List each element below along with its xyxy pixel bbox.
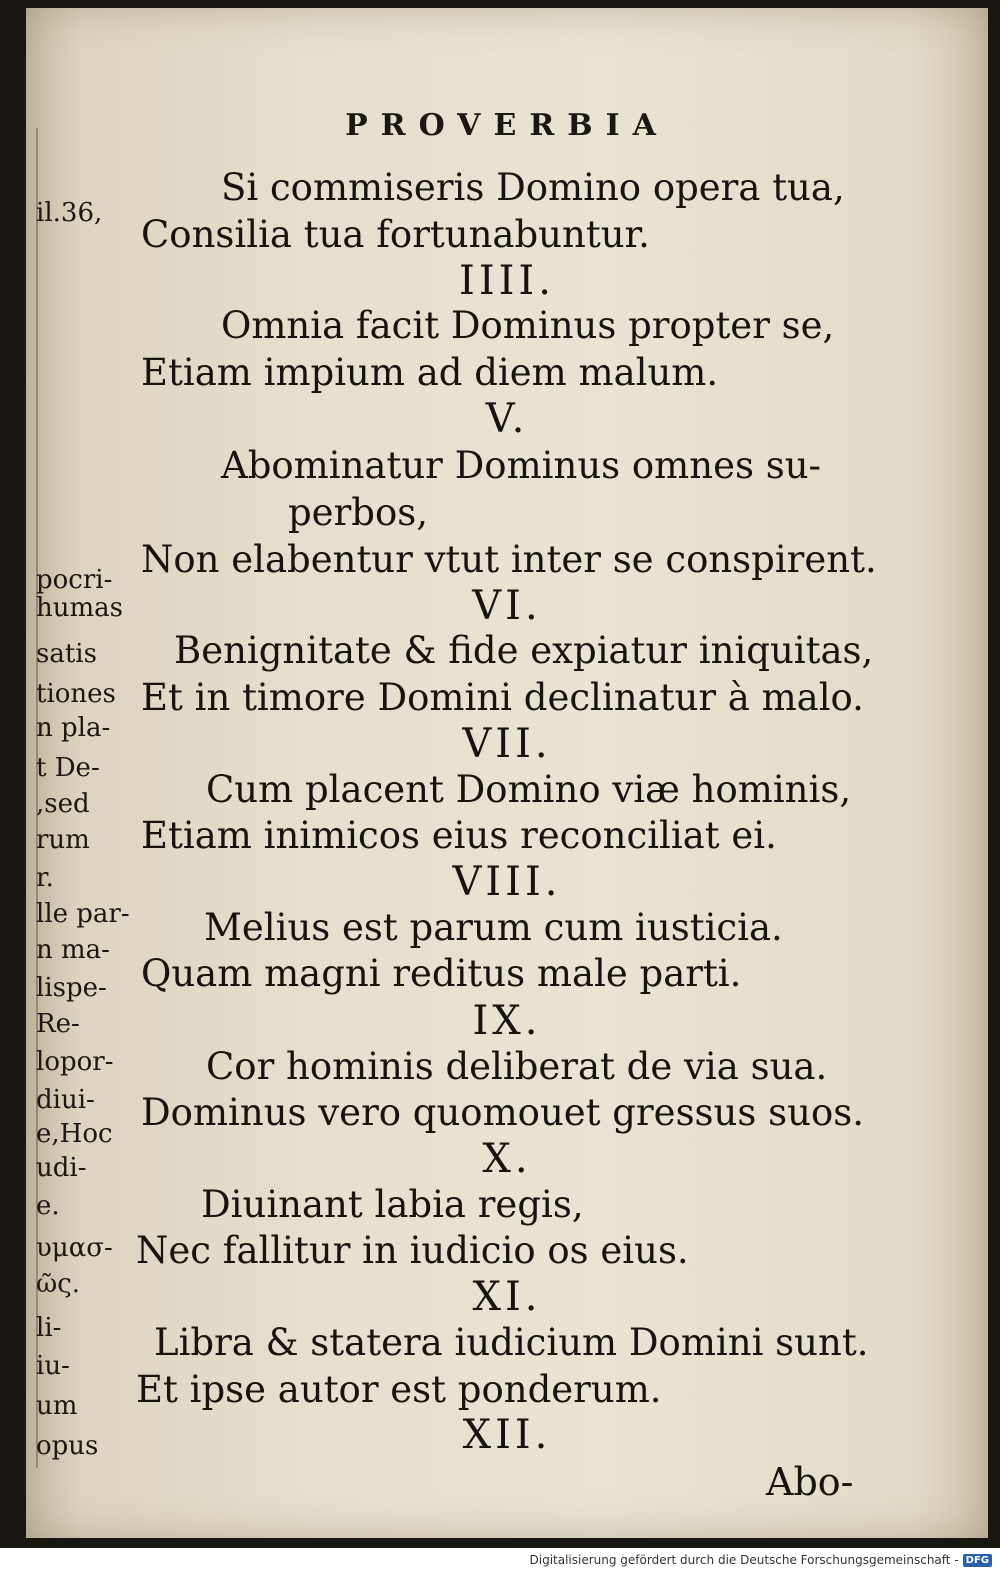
verse-line: Libra & statera iudicium Domini sunt. xyxy=(154,1321,869,1364)
verse-line: perbos, xyxy=(288,491,428,534)
margin-gloss-fragment: udi- xyxy=(36,1154,87,1183)
verse-line: Etiam impium ad diem malum. xyxy=(141,351,719,394)
verse-line: Et ipse autor est ponderum. xyxy=(136,1368,662,1411)
margin-gloss-fragment: n ma- xyxy=(36,936,110,965)
verse-number: V. xyxy=(485,396,529,442)
margin-gloss-fragment: rum xyxy=(36,826,90,855)
margin-gloss-fragment: pocri- xyxy=(36,566,113,595)
margin-gloss-fragment: lopor- xyxy=(36,1048,114,1077)
verse-number: XII. xyxy=(462,1412,552,1458)
book-page xyxy=(26,8,988,1538)
margin-gloss-fragment: ῶς. xyxy=(36,1270,81,1299)
dfg-logo: DFG xyxy=(963,1554,992,1567)
verse-line: Si commiseris Domino opera tua, xyxy=(221,166,845,209)
margin-gloss-fragment: tiones xyxy=(36,680,116,709)
verse-line: Et in timore Domini declinatur à malo. xyxy=(141,676,864,719)
margin-gloss-fragment: um xyxy=(36,1392,78,1421)
verse-number: IIII. xyxy=(459,258,555,304)
margin-gloss-fragment: li- xyxy=(36,1314,62,1343)
margin-gloss-fragment: lle par- xyxy=(36,900,130,929)
verse-number: X. xyxy=(482,1136,532,1182)
verse-line: Quam magni reditus male parti. xyxy=(141,952,742,995)
margin-gloss-fragment: n pla- xyxy=(36,714,111,743)
margin-gloss-fragment: e,Hoc xyxy=(36,1120,113,1149)
verse-line: Nec fallitur in iudicio os eius. xyxy=(136,1229,689,1272)
digitization-footer xyxy=(0,1548,1000,1572)
margin-gloss-fragment: t De- xyxy=(36,754,100,783)
verse-line: Dominus vero quomouet gressus suos. xyxy=(141,1091,864,1134)
verse-line: Cor hominis deliberat de via sua. xyxy=(206,1045,828,1088)
verse-number: VI. xyxy=(472,583,542,629)
verse-number: IX. xyxy=(472,998,542,1044)
verse-line: Abominatur Dominus omnes su- xyxy=(221,444,822,487)
side-reference: il.36, xyxy=(36,198,103,228)
verse-line: Consilia tua fortunabuntur. xyxy=(141,213,650,256)
margin-gloss-fragment: humas xyxy=(36,594,123,623)
margin-gloss-fragment: satis xyxy=(36,640,97,669)
margin-gloss-fragment: ,sed xyxy=(36,790,90,819)
verse-line: Omnia facit Dominus propter se, xyxy=(221,304,835,347)
footer-credit: Digitalisierung gefördert durch die Deutsche Forschungsgemeinschaft - xyxy=(529,1553,959,1567)
verse-line: Cum placent Domino viæ hominis, xyxy=(206,768,852,811)
margin-gloss-fragment: υμασ- xyxy=(36,1234,113,1263)
catchword: Abo- xyxy=(766,1460,854,1504)
margin-gloss-fragment: lispe- xyxy=(36,974,107,1003)
margin-gloss-fragment: e. xyxy=(36,1192,60,1221)
verse-number: XI. xyxy=(472,1274,542,1320)
margin-gloss-fragment: diui- xyxy=(36,1086,95,1115)
margin-gloss-fragment: opus xyxy=(36,1432,99,1461)
verse-number: VII. xyxy=(462,721,552,767)
verse-line: Etiam inimicos eius reconciliat ei. xyxy=(141,814,777,857)
verse-line: Non elabentur vtut inter se conspirent. xyxy=(141,538,877,581)
margin-gloss-fragment: iu- xyxy=(36,1352,70,1381)
running-title: PROVERBIA xyxy=(345,108,669,143)
verse-number: VIII. xyxy=(452,859,562,905)
margin-gloss-fragment: r. xyxy=(36,864,54,893)
verse-line: Diuinant labia regis, xyxy=(201,1183,584,1226)
verse-line: Melius est parum cum iusticia. xyxy=(204,906,783,949)
margin-gloss-fragment: Re- xyxy=(36,1010,80,1039)
verse-line: Benignitate & fide expiatur iniquitas, xyxy=(174,629,874,672)
